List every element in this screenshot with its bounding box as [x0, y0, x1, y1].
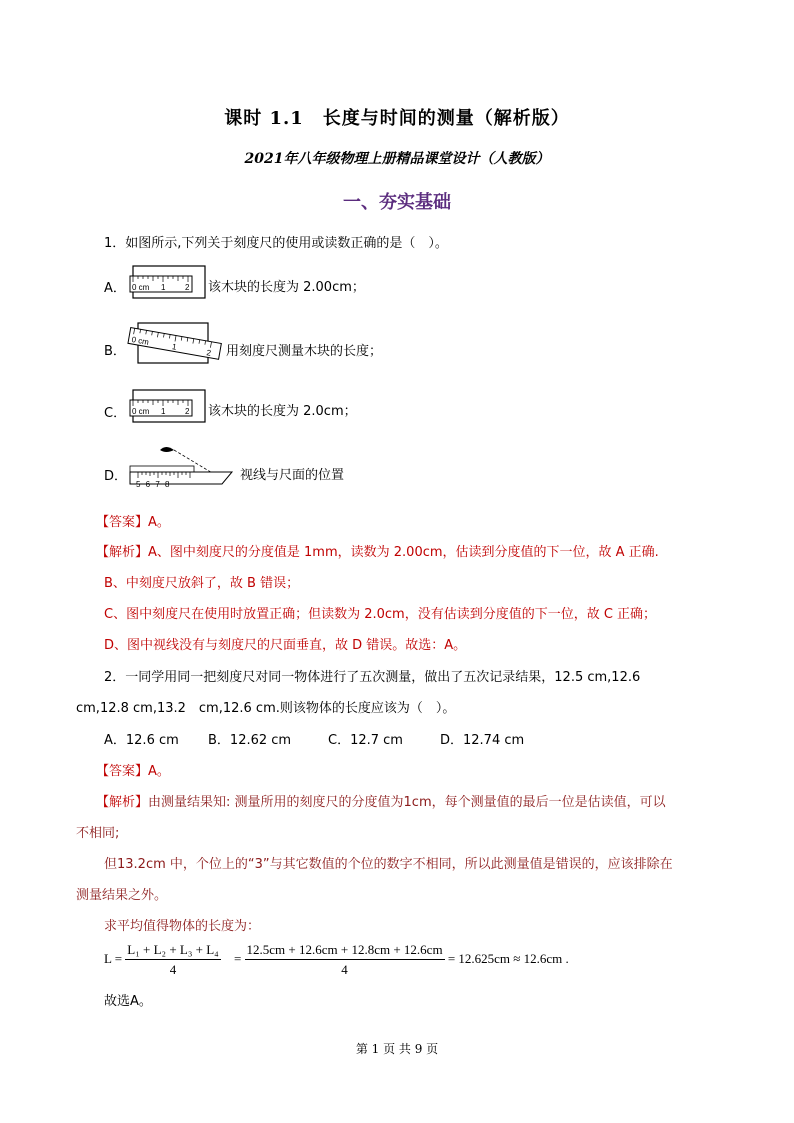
ruler-a-zero-label: 0 cm: [132, 283, 150, 292]
ruler-d-tick-labels: 5 6 7 8: [136, 480, 170, 489]
q2-stem-line-2: cm,12.8 cm,13.2 cm,12.6 cm.则该物体的长度应该为（ ）。: [76, 701, 456, 716]
average-formula: [104, 942, 569, 978]
formula-fraction-2: [245, 942, 445, 978]
q2-conclusion: 故选A。: [104, 994, 152, 1009]
q1-option-c-letter: C．: [104, 406, 127, 421]
fraction-2-denominator: 4: [341, 962, 348, 977]
formula-equals: =: [233, 950, 242, 966]
ruler-a-two-label: 2: [185, 283, 190, 292]
answer-value: A。: [148, 515, 170, 530]
ruler-b-two-label: 2: [205, 348, 212, 358]
analysis-text: A、图中刻度尺的分度值是 1mm，读数为 2.00cm，估读到分度值的下一位，故 A 正确.: [148, 545, 659, 560]
q1-option-c-text: 该木块的长度为 2.0cm；: [208, 404, 357, 419]
answer-tag: 【答案】: [96, 515, 149, 530]
formula-result: = 12.625cm ≈ 12.6cm .: [447, 950, 569, 966]
ruler-c-two-label: 2: [185, 407, 190, 416]
q1-option-d-text: 视线与尺面的位置: [240, 468, 345, 483]
q1-stem: 1．如图所示,下列关于刻度尺的使用或读数正确的是（ ）。: [104, 236, 448, 251]
page-footer: 第 1 页 共 9 页: [355, 1042, 439, 1056]
q1-answer: [96, 511, 170, 530]
fraction-1-numerator: L₁ + L₂ + L₃ + L₄: [125, 942, 220, 960]
eye-icon: [160, 447, 174, 452]
answer-value: A。: [148, 764, 170, 779]
ruler-c-one-label: 1: [161, 407, 166, 416]
section-heading: 一、夯实基础: [343, 192, 451, 213]
ruler-c-zero-label: 0 cm: [132, 407, 150, 416]
q1-option-d-letter: D．: [104, 469, 128, 484]
formula-fraction-1: [125, 942, 220, 978]
fraction-1-denominator: 4: [169, 962, 177, 977]
ruler-figure-a: [130, 262, 210, 302]
q2-answer: [96, 760, 170, 779]
q1-analysis-line-1: [96, 541, 659, 560]
page-subtitle: 2021年八年级物理上册精品课堂设计（人教版）: [244, 151, 550, 167]
ruler-figure-d: [128, 440, 238, 496]
q2-analysis-line-2: 不相同;: [76, 826, 120, 841]
q2-option-b: B．12.62 cm: [208, 733, 292, 748]
ruler-b-zero-label: 0 cm: [130, 334, 150, 347]
ruler-figure-c: [130, 386, 210, 426]
ruler-figure-b: [128, 318, 228, 370]
q1-option-a-letter: A．: [104, 281, 126, 296]
fraction-2-numerator: 12.5cm + 12.6cm + 12.8cm + 12.6cm: [245, 942, 445, 960]
formula-lhs: L =: [104, 950, 123, 966]
q2-option-c: C．12.7 cm: [328, 733, 403, 748]
ruler-b-one-label: 1: [171, 342, 178, 352]
q2-average-line: 求平均值得物体的长度为：: [104, 919, 261, 934]
q2-analysis-line-4: 测量结果之外。: [76, 888, 168, 903]
analysis-tag: 【解析】: [96, 795, 149, 810]
ruler-a-one-label: 1: [161, 283, 166, 292]
analysis-text: 由测量结果知: 测量所用的刻度尺的分度值为1cm，每个测量值的最后一位是估读值，可以: [148, 795, 666, 810]
q1-option-b-text: 用刻度尺测量木块的长度；: [226, 344, 383, 359]
page-title: 课时 1.1 长度与时间的测量（解析版）: [224, 108, 570, 129]
q1-analysis-line-3: C、图中刻度尺在使用时放置正确；但读数为 2.0cm，没有估读到分度值的下一位，故 C 正确；: [104, 607, 657, 622]
q1-analysis-line-4: D、图中视线没有与刻度尺的尺面垂直，故 D 错误。故选：A。: [104, 638, 467, 653]
q1-option-a-text: 该木块的长度为 2.00cm；: [208, 280, 365, 295]
q2-analysis-line-3: 但13.2cm 中，个位上的“3”与其它数值的个位的数字不相同，所以此测量值是错误的，应该排除在: [104, 857, 673, 872]
q2-option-d: D．12.74 cm: [440, 733, 525, 748]
q2-analysis-line-1: [96, 791, 666, 810]
analysis-tag: 【解析】: [96, 545, 149, 560]
q1-option-b-letter: B．: [104, 344, 126, 359]
q2-option-a: A．12.6 cm: [104, 733, 179, 748]
q1-analysis-line-2: B、中刻度尺放斜了，故 B 错误；: [104, 576, 300, 591]
answer-tag: 【答案】: [96, 764, 149, 779]
q2-stem-line-1: 2．一同学用同一把刻度尺对同一物体进行了五次测量，做出了五次记录结果，12.5 cm,12.6: [104, 670, 641, 685]
